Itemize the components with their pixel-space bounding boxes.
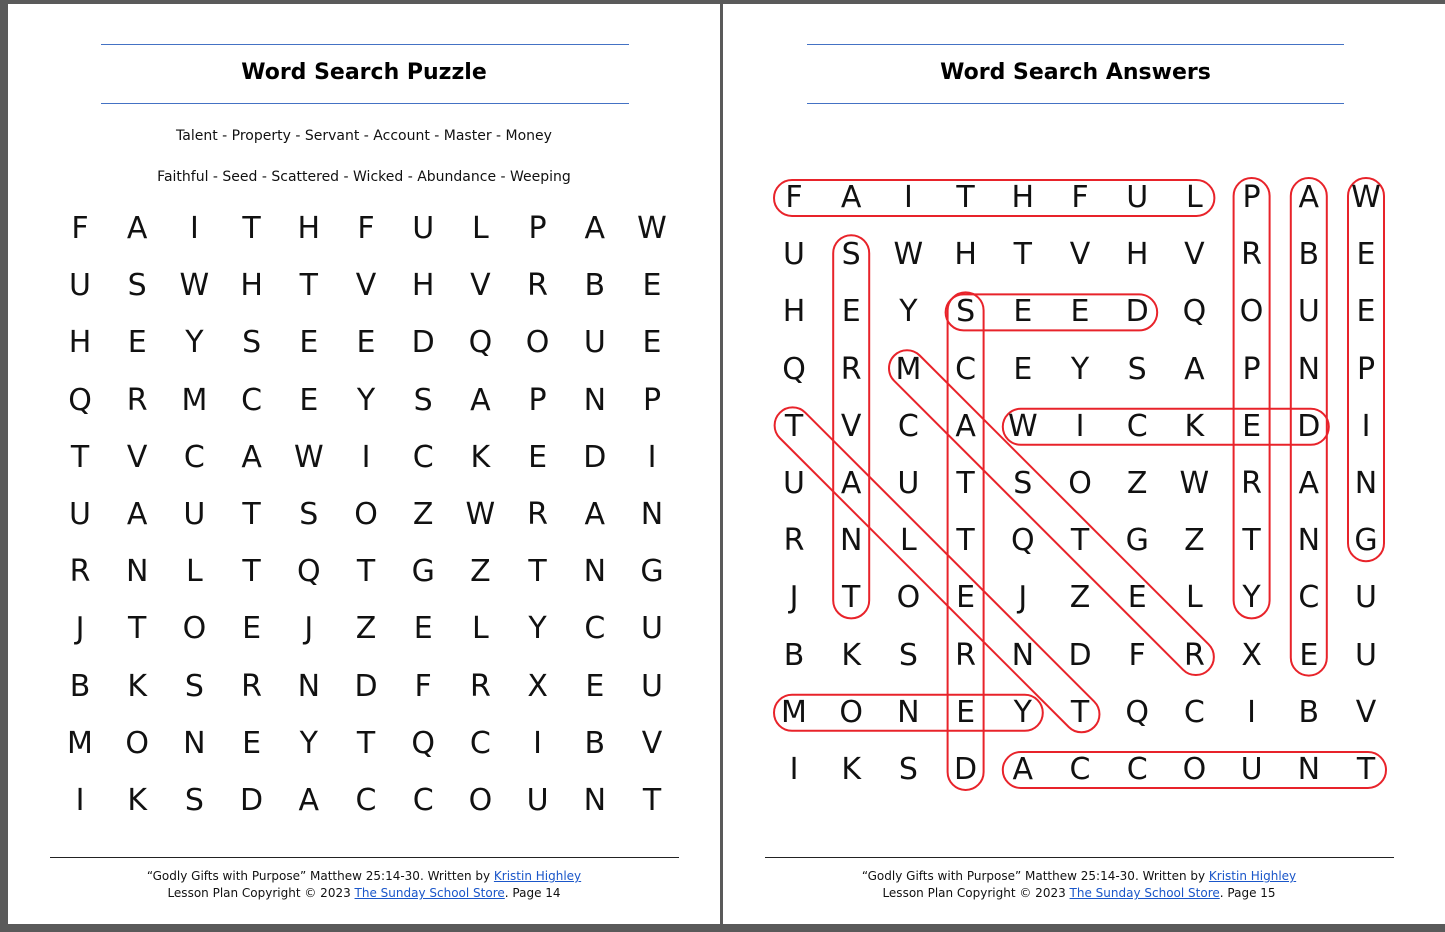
grid-letter: N — [125, 554, 149, 590]
grid-letter: X — [1241, 637, 1262, 673]
grid-letter: I — [1361, 408, 1371, 444]
grid-letter: W — [893, 237, 924, 273]
grid-letter: N — [583, 783, 607, 818]
grid-letter: E — [1242, 408, 1262, 444]
grid-letter: I — [647, 439, 657, 475]
grid-letter: I — [1247, 694, 1257, 730]
grid-letter: U — [69, 268, 91, 304]
word-list-line-2: Faithful - Seed - Scattered - Wicked - Abundance - Weeping — [157, 169, 571, 185]
grid-letter: D — [1068, 637, 1092, 673]
footer-line-2 — [8, 885, 720, 902]
grid-letter: P — [528, 382, 547, 418]
grid-letter: R — [469, 668, 491, 704]
grid-letter: T — [956, 180, 975, 215]
grid-letter: O — [839, 694, 863, 730]
grid-letter: S — [1127, 351, 1147, 387]
author-link[interactable]: Kristin Highley — [493, 869, 582, 883]
grid-letter: O — [468, 783, 493, 818]
grid-letter: M — [895, 351, 922, 387]
grid-letter: T — [356, 725, 376, 761]
grid-letter: H — [68, 325, 92, 361]
page-number: . Page 15 — [1219, 886, 1276, 900]
grid-letter: I — [1075, 408, 1085, 444]
grid-letter: C — [241, 382, 263, 418]
grid-letter: P — [642, 382, 662, 418]
grid-letter: K — [841, 752, 862, 787]
grid-letter: Q — [1010, 523, 1035, 559]
grid-letter: F — [357, 211, 375, 246]
grid-letter: E — [299, 325, 319, 361]
grid-letter: C — [897, 408, 919, 444]
grid-letter: V — [1184, 237, 1205, 273]
grid-letter: W — [465, 497, 496, 532]
grid-letter: Y — [1013, 694, 1032, 730]
grid-letter: L — [900, 523, 917, 559]
grid-letter: A — [584, 211, 606, 246]
footer-credit-text: “Godly Gifts with Purpose” Matthew 25:14-30. Written by — [861, 869, 1209, 883]
footer — [8, 868, 720, 902]
grid-letter: Q — [1182, 294, 1207, 330]
grid-letter: E — [1013, 351, 1033, 387]
grid-letter: C — [1183, 694, 1205, 730]
grid-letter: E — [642, 268, 662, 304]
grid-letter: B — [1298, 694, 1320, 730]
grid-letter: W — [293, 439, 324, 475]
grid-letter: U — [1297, 294, 1320, 330]
footer-rule — [50, 857, 679, 858]
grid-letter: T — [528, 554, 547, 590]
footer-rule — [765, 857, 1394, 858]
footer-line-1 — [723, 868, 1435, 885]
grid-letter: H — [240, 268, 263, 304]
footer-copyright-text: Lesson Plan Copyright © 2023 — [882, 886, 1070, 900]
grid-letter: H — [1125, 237, 1149, 273]
grid-letter: M — [181, 382, 208, 418]
grid-letter: A — [126, 497, 148, 532]
grid-letter: P — [1356, 351, 1376, 387]
grid-letter: R — [1241, 466, 1263, 501]
grid-letter: J — [1018, 580, 1028, 616]
grid-letter: Z — [1184, 523, 1205, 559]
grid-letter: F — [414, 668, 432, 704]
grid-letter: A — [298, 783, 320, 818]
grid-letter: K — [470, 439, 491, 475]
grid-letter: G — [640, 554, 664, 590]
grid-letter: Z — [1069, 580, 1091, 616]
grid-letter: L — [472, 611, 489, 647]
grid-letter: T — [70, 439, 90, 475]
grid-letter: E — [1013, 294, 1033, 330]
grid-letter: Y — [899, 294, 918, 330]
grid-letter: Y — [356, 382, 376, 418]
grid-letter: A — [1298, 466, 1320, 501]
grid-letter: S — [841, 237, 861, 273]
grid-letter: O — [125, 725, 149, 761]
grid-letter: E — [1356, 294, 1376, 330]
grid-letter: N — [897, 694, 920, 730]
grid-letter: H — [411, 268, 435, 304]
footer-line-2 — [723, 885, 1435, 902]
grid-letter: M — [67, 725, 93, 761]
grid-letter: K — [841, 637, 862, 673]
grid-letter: B — [1298, 237, 1320, 273]
grid-letter: A — [1184, 351, 1205, 387]
title-rule-bottom — [101, 103, 629, 104]
grid-letter: D — [1297, 408, 1321, 444]
grid-letter: E — [127, 325, 147, 361]
grid-letter: N — [1297, 351, 1321, 387]
grid-letter: K — [127, 783, 148, 818]
grid-letter: S — [127, 268, 147, 304]
grid-letter: R — [527, 268, 549, 304]
grid-letter: V — [355, 268, 377, 304]
grid-letter: C — [183, 439, 205, 475]
grid-letter: A — [1298, 180, 1320, 215]
grid-letter: I — [533, 725, 543, 761]
grid-letter: R — [783, 523, 805, 559]
grid-letter: R — [1183, 637, 1205, 673]
footer-credit-text: “Godly Gifts with Purpose” Matthew 25:14-30. Written by — [146, 869, 494, 883]
grid-letter: Z — [470, 554, 491, 590]
grid-letter: P — [528, 211, 547, 246]
grid-letter: T — [1242, 523, 1261, 559]
grid-letter: F — [1128, 637, 1146, 673]
grid-letter: V — [1069, 237, 1091, 273]
answer-outline-master — [882, 343, 1222, 683]
grid-letter: S — [299, 497, 319, 532]
grid-letter: H — [954, 237, 977, 273]
grid-letter: H — [1011, 180, 1035, 215]
grid-letter: T — [1356, 752, 1376, 787]
grid-letter: U — [526, 783, 549, 818]
store-link[interactable]: The Sunday School Store — [354, 886, 505, 900]
grid-letter: Y — [185, 325, 204, 361]
grid-letter: I — [789, 752, 799, 787]
grid-letter: N — [297, 668, 321, 704]
grid-letter: A — [126, 211, 148, 246]
grid-letter: E — [528, 439, 548, 475]
grid-letter: U — [783, 466, 805, 501]
grid-letter: N — [839, 523, 863, 559]
grid-letter: E — [642, 325, 662, 361]
grid-letter: U — [183, 497, 206, 532]
grid-letter: Q — [296, 554, 321, 590]
grid-letter: T — [956, 523, 975, 559]
grid-letter: O — [1068, 466, 1092, 501]
grid-letter: J — [789, 580, 799, 616]
grid-letter: W — [1351, 180, 1381, 215]
grid-letter: Y — [299, 725, 318, 761]
grid-letter: U — [69, 497, 91, 532]
grid-letter: I — [189, 211, 199, 246]
grid-letter: T — [356, 554, 376, 590]
grid-letter: U — [641, 611, 663, 647]
answer-outline-wicked — [1003, 409, 1329, 445]
grid-letter: A — [470, 382, 491, 418]
answers-page — [723, 4, 1445, 924]
grid-letter: T — [956, 466, 975, 501]
grid-letter: F — [71, 211, 89, 246]
grid-letter: A — [840, 466, 862, 501]
grid-letter: B — [584, 268, 606, 304]
grid-letter: A — [241, 439, 262, 475]
title-rule-top — [101, 44, 629, 45]
grid-letter: J — [75, 611, 85, 647]
grid-letter: T — [242, 211, 261, 246]
grid-letter: A — [1012, 752, 1034, 787]
grid-letter: O — [1239, 294, 1264, 330]
grid-letter: D — [354, 668, 378, 704]
grid-letter: M — [781, 694, 807, 730]
grid-letter: L — [1186, 180, 1203, 215]
grid-letter: Q — [68, 382, 92, 418]
grid-letter: C — [412, 439, 434, 475]
grid-letter: T — [842, 580, 861, 616]
grid-letter: O — [1182, 752, 1207, 787]
grid-letter: E — [242, 725, 262, 761]
grid-letter: F — [785, 180, 803, 215]
grid-letter: L — [186, 554, 203, 590]
grid-letter: B — [584, 725, 606, 761]
grid-letter: I — [903, 180, 913, 215]
grid-letter: T — [242, 554, 261, 590]
grid-letter: U — [412, 211, 435, 246]
grid-letter: V — [641, 725, 663, 761]
grid-letter: T — [642, 783, 662, 818]
grid-letter: O — [354, 497, 378, 532]
grid-letter: E — [1299, 637, 1319, 673]
grid-letter: C — [1126, 752, 1148, 787]
grid-letter: G — [1354, 523, 1378, 559]
grid-letter: R — [527, 497, 549, 532]
grid-letter: N — [1297, 752, 1321, 787]
grid-letter: T — [1070, 523, 1090, 559]
grid-letter: Z — [1126, 466, 1148, 501]
grid-letter: C — [1069, 752, 1091, 787]
grid-letter: Y — [528, 611, 547, 647]
grid-letter: E — [242, 611, 262, 647]
page-number: . Page 14 — [504, 886, 561, 900]
grid-letter: E — [956, 694, 976, 730]
grid-letter: W — [1179, 466, 1210, 501]
grid-letter: A — [584, 497, 606, 532]
footer-copyright-text: Lesson Plan Copyright © 2023 — [167, 886, 355, 900]
grid-letter: N — [1354, 466, 1378, 501]
author-link[interactable]: Kristin Highley — [1208, 869, 1297, 883]
grid-letter: T — [784, 408, 804, 444]
grid-letter: E — [841, 294, 861, 330]
grid-letter: N — [583, 382, 607, 418]
grid-letter: A — [840, 180, 862, 215]
grid-letter: B — [69, 668, 91, 704]
grid-letter: R — [126, 382, 148, 418]
grid-letter: T — [1013, 237, 1032, 273]
grid-letter: R — [241, 668, 263, 704]
grid-letter: W — [179, 268, 210, 304]
grid-letter: T — [1070, 694, 1090, 730]
grid-letter: W — [1007, 408, 1038, 444]
grid-letter: D — [954, 752, 978, 787]
grid-letter: S — [184, 783, 204, 818]
grid-letter: L — [1186, 580, 1203, 616]
grid-letter: U — [897, 466, 920, 501]
grid-letter: X — [527, 668, 548, 704]
grid-letter: C — [955, 351, 977, 387]
grid-letter: T — [242, 497, 261, 532]
grid-letter: S — [898, 752, 918, 787]
grid-letter: S — [898, 637, 918, 673]
grid-letter: B — [783, 637, 805, 673]
footer-line-1 — [8, 868, 720, 885]
grid-letter: H — [782, 294, 806, 330]
grid-letter: Q — [1125, 694, 1149, 730]
store-link[interactable]: The Sunday School Store — [1069, 886, 1220, 900]
grid-letter: Z — [412, 497, 434, 532]
grid-letter: F — [1071, 180, 1089, 215]
grid-letter: S — [242, 325, 262, 361]
grid-letter: J — [304, 611, 314, 647]
grid-letter: R — [840, 351, 862, 387]
grid-letter: K — [127, 668, 148, 704]
grid-letter: A — [955, 408, 976, 444]
grid-letter: R — [69, 554, 91, 590]
grid-letter: P — [1242, 351, 1261, 387]
grid-letter: G — [1125, 523, 1149, 559]
grid-letter: U — [1240, 752, 1263, 787]
grid-letter: E — [299, 382, 319, 418]
grid-letter: C — [1298, 580, 1320, 616]
grid-letter: Q — [411, 725, 435, 761]
grid-letter: E — [585, 668, 605, 704]
grid-letter: K — [1184, 408, 1205, 444]
grid-letter: E — [1127, 580, 1147, 616]
grid-letter: G — [411, 554, 435, 590]
grid-letter: D — [583, 439, 607, 475]
grid-letter: C — [469, 725, 491, 761]
grid-letter: E — [1070, 294, 1090, 330]
grid-letter: U — [583, 325, 606, 361]
grid-letter: S — [1013, 466, 1033, 501]
footer — [723, 868, 1435, 902]
puzzle-page — [8, 4, 720, 924]
word-list-line-1: Talent - Property - Servant - Account - Master - Money — [176, 128, 552, 144]
grid-letter: C — [412, 783, 434, 818]
answer-outline-talent — [767, 400, 1107, 740]
grid-letter: H — [297, 211, 321, 246]
grid-letter: U — [1355, 637, 1377, 673]
grid-letter: S — [413, 382, 433, 418]
grid-letter: U — [641, 668, 663, 704]
page-title: Word Search Answers — [940, 60, 1211, 85]
grid-letter: Y — [1242, 580, 1261, 616]
grid-letter: N — [583, 554, 607, 590]
grid-letter: D — [240, 783, 264, 818]
grid-letter: T — [128, 611, 147, 647]
grid-letter: C — [355, 783, 377, 818]
grid-letter: E — [356, 325, 376, 361]
grid-letter: R — [1241, 237, 1263, 273]
grid-letter: E — [413, 611, 433, 647]
grid-letter: U — [1355, 580, 1377, 616]
grid-letter: Y — [1070, 351, 1090, 387]
grid-letter: W — [637, 211, 667, 246]
grid-letter: V — [126, 439, 148, 475]
grid-letter: N — [183, 725, 206, 761]
grid-letter: S — [956, 294, 976, 330]
grid-letter: E — [956, 580, 976, 616]
grid-letter: Q — [782, 351, 806, 387]
grid-letter: V — [470, 268, 491, 304]
grid-letter: D — [411, 325, 435, 361]
grid-letter: E — [1356, 237, 1376, 273]
page-title: Word Search Puzzle — [241, 60, 487, 85]
grid-letter: N — [1297, 523, 1321, 559]
grid-letter: O — [896, 580, 921, 616]
grid-letter: N — [1011, 637, 1035, 673]
grid-letter: D — [1125, 294, 1149, 330]
grid-letter: P — [1242, 180, 1261, 215]
grid-letter: O — [525, 325, 550, 361]
grid-letter: U — [1126, 180, 1149, 215]
grid-letter: C — [1126, 408, 1148, 444]
grid-letter: R — [955, 637, 977, 673]
grid-letter: T — [299, 268, 318, 304]
grid-letter: S — [184, 668, 204, 704]
grid-letter: Q — [468, 325, 493, 361]
grid-letter: N — [640, 497, 664, 532]
grid-letter: Z — [355, 611, 377, 647]
grid-letter: U — [783, 237, 805, 273]
grid-letter: I — [361, 439, 371, 475]
grid-letter: I — [75, 783, 85, 818]
grid-letter: V — [840, 408, 862, 444]
grid-letter: L — [472, 211, 489, 246]
grid-letter: O — [182, 611, 207, 647]
grid-letter: C — [584, 611, 606, 647]
grid-letter: V — [1355, 694, 1377, 730]
